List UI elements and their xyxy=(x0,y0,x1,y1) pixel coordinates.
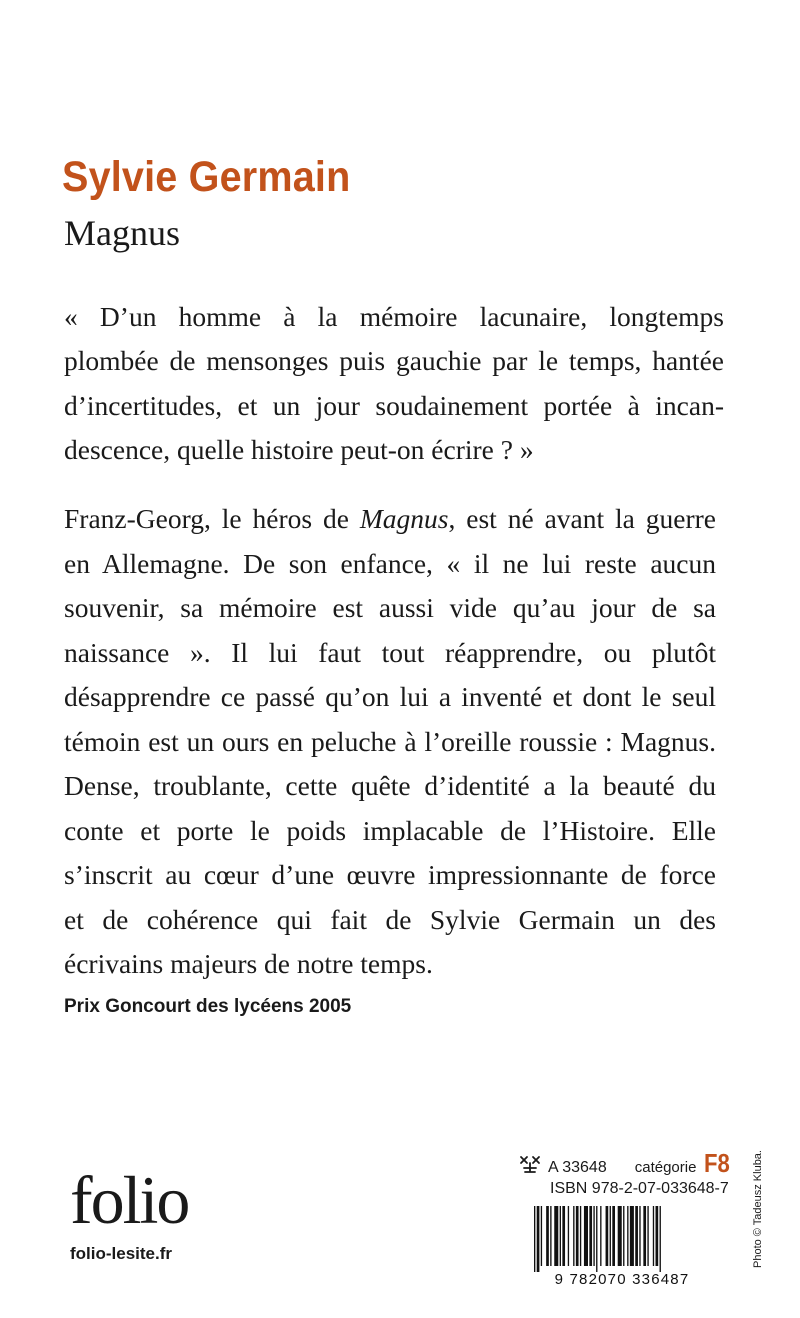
barcode-bar xyxy=(593,1206,594,1266)
barcode-bar xyxy=(612,1206,615,1266)
publisher-logo: folio xyxy=(70,1162,189,1238)
barcode-bar xyxy=(643,1206,646,1266)
category-value: F8 xyxy=(704,1148,731,1178)
category-label: catégorie xyxy=(634,1159,697,1176)
award-line: Prix Goncourt des lycéens 2005 xyxy=(64,996,352,1017)
barcode-bar xyxy=(534,1206,535,1272)
barcode-bar xyxy=(546,1206,549,1266)
blurb-line: naissance ». Il lui faut tout réapprendre, ou plutôt xyxy=(64,636,716,668)
quote-line: « D’un homme à la mémoire lacunaire, longtemps xyxy=(64,301,724,332)
barcode-bar xyxy=(610,1206,611,1266)
photo-credit: Photo © Tadeusz Kluba. xyxy=(752,1150,764,1268)
blurb-line: en Allemagne. De son enfance, « il ne lui reste aucun xyxy=(64,547,716,579)
catalog-reference: A 33648 xyxy=(548,1159,607,1176)
barcode-bar xyxy=(660,1206,661,1272)
pull-quote xyxy=(64,295,724,472)
quote-line: d’incertitudes, et un jour soudainement portée à incan- xyxy=(64,389,724,421)
barcode-bar xyxy=(576,1206,579,1266)
publisher-mark-icon xyxy=(518,1154,542,1174)
barcode-bar xyxy=(600,1206,601,1266)
barcode-bar xyxy=(573,1206,574,1266)
publisher-website: folio-lesite.fr xyxy=(70,1244,173,1263)
barcode-bar xyxy=(562,1206,565,1266)
barcode-bar xyxy=(589,1206,592,1266)
blurb-title-italic: Magnus xyxy=(359,503,449,534)
blurb xyxy=(64,497,716,987)
quote-line: plombée de mensonges puis gauchie par le temps, hantée xyxy=(64,345,724,377)
barcode-bar xyxy=(656,1206,659,1266)
barcode-bar xyxy=(639,1206,640,1266)
blurb-line: conte et porte le poids implacable de l’Histoire. Elle xyxy=(64,814,716,846)
barcode-bar xyxy=(560,1206,561,1266)
barcode-bar xyxy=(541,1206,542,1266)
barcode-bar xyxy=(596,1206,597,1272)
blurb-text: , est né avant la guerre xyxy=(448,503,716,534)
isbn-number: ISBN 978-2-07-033648-7 xyxy=(550,1180,729,1197)
author-name: Sylvie Germain xyxy=(62,153,351,201)
blurb-line: s’inscrit au cœur d’une œuvre impressionnante de force xyxy=(64,859,716,890)
barcode-bar xyxy=(550,1206,551,1266)
blurb-line: Dense, troublante, cette quête d’identité a la beauté du xyxy=(64,770,716,801)
barcode-digits: 9 782070 336487 xyxy=(554,1271,690,1286)
barcode-bar xyxy=(623,1206,624,1266)
barcode-bar xyxy=(537,1206,540,1272)
barcode-bar xyxy=(568,1206,569,1266)
barcode-bar xyxy=(635,1206,638,1266)
book-title: Magnus xyxy=(64,213,180,253)
barcode-bar xyxy=(606,1206,609,1266)
catalog-code-row xyxy=(518,1148,735,1179)
blurb-line: témoin est un ours en peluche à l’oreille roussie : Magnus. xyxy=(64,725,716,757)
blurb-line xyxy=(64,497,716,542)
barcode-bar xyxy=(580,1206,581,1266)
barcode-bar xyxy=(627,1206,628,1266)
quote-line: descence, quelle histoire peut-on écrire ? » xyxy=(64,433,534,465)
barcode-bar xyxy=(653,1206,654,1266)
barcode xyxy=(520,1206,725,1286)
barcode-bar xyxy=(630,1206,634,1266)
barcode-bar xyxy=(618,1206,622,1266)
barcode-bar xyxy=(647,1206,648,1266)
barcode-bar xyxy=(554,1206,558,1266)
barcode-bar xyxy=(584,1206,588,1266)
blurb-line: souvenir, sa mémoire est aussi vide qu’au jour de sa xyxy=(64,592,716,623)
blurb-text: Franz-Georg, le héros de xyxy=(64,503,360,534)
blurb-line: désapprendre ce passé qu’on lui a inventé et dont le seul xyxy=(64,681,716,712)
blurb-line: et de cohérence qui fait de Sylvie Germain un des xyxy=(64,903,716,935)
blurb-line: écrivains majeurs de notre temps. xyxy=(64,948,433,979)
